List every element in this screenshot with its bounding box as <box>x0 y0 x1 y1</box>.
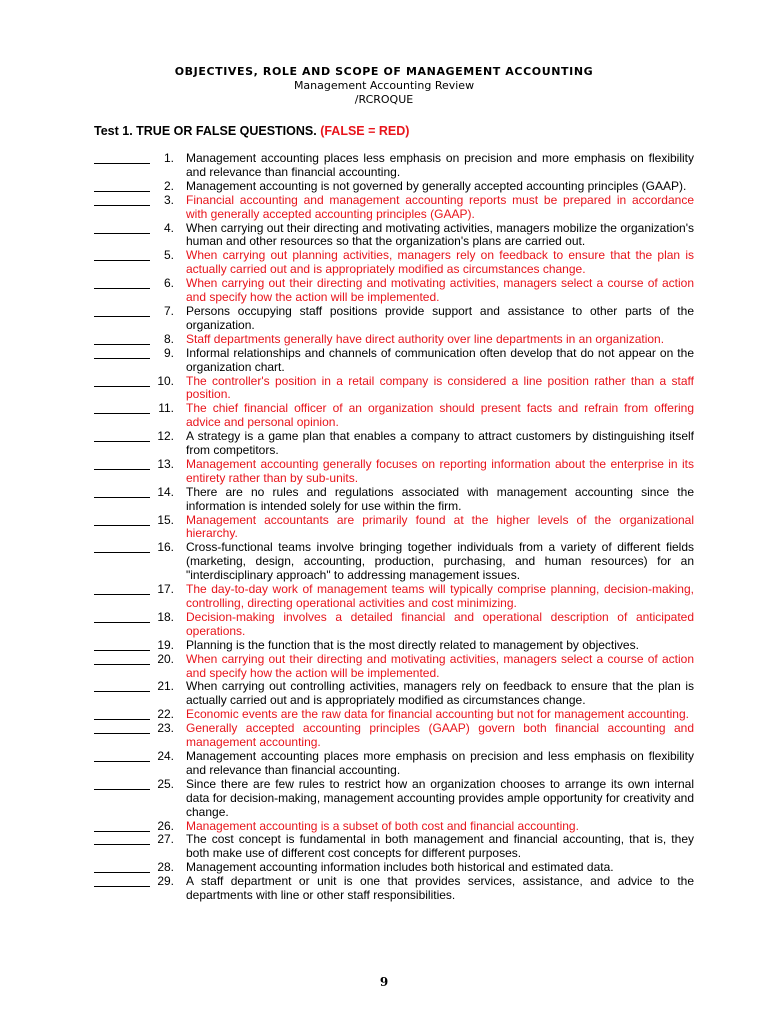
answer-blank[interactable] <box>94 333 150 345</box>
question-number: 27. <box>157 832 174 847</box>
question-number: 20. <box>157 651 174 666</box>
question-number: 1. <box>163 151 174 165</box>
question-number: 18. <box>157 609 174 624</box>
answer-blank[interactable] <box>94 458 150 470</box>
answer-blank[interactable] <box>94 750 150 762</box>
question-text: When carrying out controlling activities, managers rely on feedback to ensure that the plan is actually carried out and is appropriately modified as circumstances change. <box>186 679 694 708</box>
question-item <box>0 375 768 403</box>
question-number: 25. <box>157 776 174 791</box>
question-item <box>0 514 768 542</box>
answer-blank[interactable] <box>94 194 150 206</box>
test-heading-label: Test 1. TRUE OR FALSE QUESTIONS. <box>94 124 317 138</box>
question-text: When carrying out planning activities, managers rely on feedback to ensure that the plan is actually carried out and is appropriately modified as circumstances change. <box>186 248 694 277</box>
question-item <box>0 249 768 277</box>
answer-blank[interactable] <box>94 152 150 164</box>
question-number: 29. <box>157 874 174 889</box>
question-text: Decision-making involves a detailed financial and operational description of anticipated operations. <box>186 609 694 638</box>
question-item <box>0 541 768 583</box>
question-text: Persons occupying staff positions provide support and assistance to other parts of the organization. <box>186 303 694 332</box>
question-item <box>0 583 768 611</box>
answer-blank[interactable] <box>94 249 150 261</box>
question-number: 28. <box>157 860 174 875</box>
question-text: Financial accounting and management accounting reports must be prepared in accordance with generally accepted accounting principles (GAAP). <box>186 192 694 221</box>
test-heading <box>94 124 409 138</box>
question-number: 11. <box>158 401 174 416</box>
question-item <box>0 333 768 347</box>
question-text: Management accounting generally focuses on reporting information about the enterprise in its entirety rather than by sub-units. <box>186 456 694 485</box>
question-text: Planning is the function that is the most directly related to management by objectives. <box>186 637 639 652</box>
answer-blank[interactable] <box>94 708 150 720</box>
answer-blank[interactable] <box>94 861 150 873</box>
question-text: Economic events are the raw data for financial accounting but not for management accounting. <box>186 707 689 722</box>
question-item <box>0 833 768 861</box>
question-item <box>0 778 768 820</box>
question-number: 21. <box>157 679 174 694</box>
question-item <box>0 722 768 750</box>
question-number: 26. <box>157 818 174 833</box>
answer-blank[interactable] <box>94 180 150 192</box>
answer-blank[interactable] <box>94 347 150 359</box>
question-item <box>0 611 768 639</box>
question-number: 3. <box>163 192 174 207</box>
question-text: Since there are few rules to restrict how an organization chooses to arrange its own internal data for decision-making, management accounting provides ample opportunity for creativity and change. <box>186 776 694 819</box>
question-item <box>0 708 768 722</box>
answer-blank[interactable] <box>94 222 150 234</box>
question-item <box>0 402 768 430</box>
answer-blank[interactable] <box>94 653 150 665</box>
question-number: 19. <box>157 637 174 652</box>
answer-blank[interactable] <box>94 680 150 692</box>
question-text: The cost concept is fundamental in both management and financial accounting, that is, they both make use of different cost concepts for different purposes. <box>186 832 694 861</box>
question-item <box>0 277 768 305</box>
question-text: There are no rules and regulations associated with management accounting since the information is intended solely for use within the firm. <box>186 484 694 513</box>
question-text: The chief financial officer of an organization should present facts and refrain from offering advice and personal opinion. <box>186 401 694 430</box>
question-text: Management accounting places less emphasis on precision and more emphasis on flexibility and relevance than financial accounting. <box>186 151 694 179</box>
question-item <box>0 486 768 514</box>
question-text: When carrying out their directing and motivating activities, managers mobilize the organization's human and other resources so that the organization's plans are carried out. <box>186 220 694 249</box>
answer-blank[interactable] <box>94 305 150 317</box>
answer-blank[interactable] <box>94 778 150 790</box>
question-text: The day-to-day work of management teams will typically comprise planning, decision-making, controlling, directing operational activities and cost minimizing. <box>186 582 694 610</box>
question-item <box>0 820 768 834</box>
answer-blank[interactable] <box>94 375 150 387</box>
question-text: Management accounting information includes both historical and estimated data. <box>186 860 614 875</box>
question-text: Cross-functional teams involve bringing together individuals from a variety of different fields (marketing, design, accounting, production, purchasing, and human resources) for an "interdisciplinary approach" to addressing management issues. <box>186 540 694 583</box>
question-number: 22. <box>157 707 174 722</box>
question-item <box>0 653 768 681</box>
question-item <box>0 347 768 375</box>
question-text: A strategy is a game plan that enables a company to attract customers by distinguishing itself from competitors. <box>186 429 694 458</box>
question-item <box>0 875 768 903</box>
answer-blank[interactable] <box>94 277 150 289</box>
question-item <box>0 639 768 653</box>
question-text: Management accounting is a subset of both cost and financial accounting. <box>186 818 579 833</box>
question-number: 2. <box>163 178 174 193</box>
question-text: Informal relationships and channels of communication often develop that do not appear on the organization chart. <box>186 345 694 374</box>
answer-blank[interactable] <box>94 402 150 414</box>
document-header <box>0 64 768 107</box>
question-number: 10. <box>157 373 174 388</box>
question-number: 17. <box>157 582 174 597</box>
question-item <box>0 180 768 194</box>
question-number: 15. <box>157 512 174 527</box>
question-item <box>0 458 768 486</box>
test-legend: (FALSE = RED) <box>320 124 410 138</box>
question-number: 14. <box>157 484 174 499</box>
question-item <box>0 152 768 180</box>
question-item <box>0 430 768 458</box>
answer-blank[interactable] <box>94 514 150 526</box>
question-text: Management accountants are primarily found at the higher levels of the organizational hierarchy. <box>186 512 694 541</box>
question-list <box>0 152 768 903</box>
question-item <box>0 305 768 333</box>
answer-blank[interactable] <box>94 486 150 498</box>
question-number: 23. <box>157 721 174 736</box>
question-number: 9. <box>163 345 174 360</box>
document-subtitle: Management Accounting Review <box>293 79 475 92</box>
question-number: 24. <box>157 748 174 763</box>
answer-blank[interactable] <box>94 611 150 623</box>
question-text: Management accounting is not governed by generally accepted accounting principles (GAAP). <box>186 178 687 193</box>
question-text: Management accounting places more emphasis on precision and less emphasis on flexibility and relevance than financial accounting. <box>186 748 694 777</box>
question-number: 4. <box>163 220 174 235</box>
answer-blank[interactable] <box>94 583 150 595</box>
question-text: Staff departments generally have direct authority over line departments in an organization. <box>186 331 665 346</box>
question-number: 8. <box>163 331 174 346</box>
question-number: 5. <box>163 248 174 263</box>
question-item <box>0 680 768 708</box>
question-item <box>0 861 768 875</box>
answer-blank[interactable] <box>94 875 150 887</box>
question-text: When carrying out their directing and motivating activities, managers select a course of action and specify how the action will be implemented. <box>186 651 694 680</box>
question-text: The controller's position in a retail company is considered a line position rather than a staff position. <box>186 373 694 402</box>
question-number: 13. <box>157 456 174 471</box>
answer-blank[interactable] <box>94 639 150 651</box>
document-author: /RCROQUE <box>354 93 414 106</box>
answer-blank[interactable] <box>94 541 150 553</box>
question-text: When carrying out their directing and motivating activities, managers select a course of action and specify how the action will be implemented. <box>186 276 694 305</box>
answer-blank[interactable] <box>94 833 150 845</box>
question-number: 6. <box>163 276 174 291</box>
question-item <box>0 222 768 250</box>
question-text: A staff department or unit is one that provides services, assistance, and advice to the departments with line or other staff responsibilities. <box>186 874 694 903</box>
question-text: Generally accepted accounting principles (GAAP) govern both financial accounting and management accounting. <box>186 721 694 750</box>
question-number: 16. <box>157 540 174 555</box>
answer-blank[interactable] <box>94 722 150 734</box>
question-item <box>0 194 768 222</box>
answer-blank[interactable] <box>94 820 150 832</box>
document-title: OBJECTIVES, ROLE AND SCOPE OF MANAGEMENT ACCOUNTING <box>174 65 594 78</box>
question-item <box>0 750 768 778</box>
question-number: 7. <box>163 303 174 318</box>
answer-blank[interactable] <box>94 430 150 442</box>
page-number: 9 <box>379 975 389 989</box>
question-number: 12. <box>157 429 174 444</box>
